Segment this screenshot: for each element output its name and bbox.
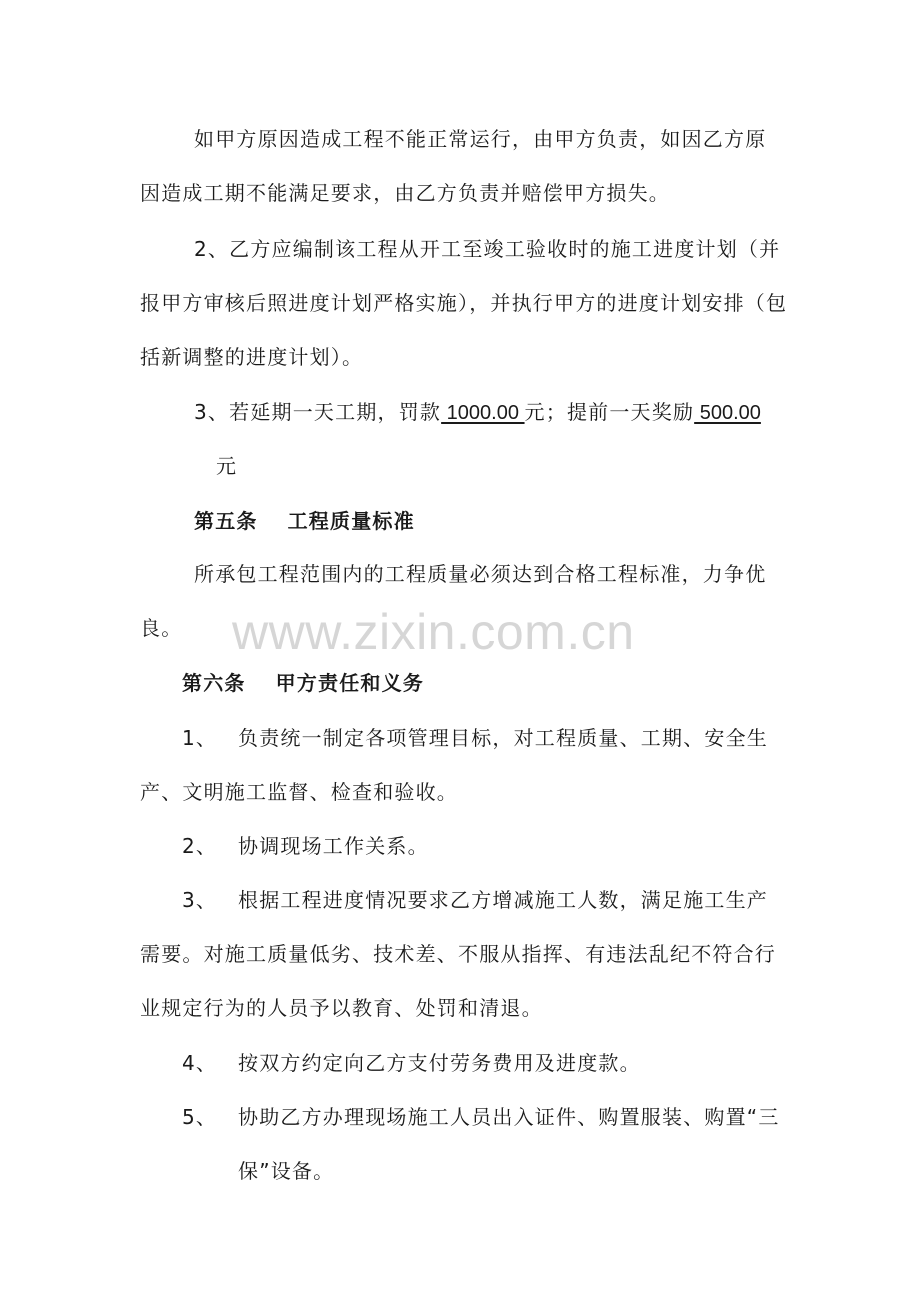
list-item-text: 保”设备。 [238,1159,335,1183]
list-item-text: 业规定行为的人员予以教育、处罚和清退。 [140,996,543,1020]
list-item-text: 需要。对施工质量低劣、技术差、不服从指挥、有违法乱纪不符合行 [140,942,776,966]
paragraph-line: 如甲方原因造成工程不能正常运行，由甲方负责，如因乙方原 [194,127,767,151]
paragraph-line: 因造成工期不能满足要求，由乙方负责并赔偿甲方损失。 [140,181,670,205]
watermark: www.zixin.com.cn [232,604,635,660]
section-heading-6 [182,671,424,695]
section-number: 第五条 [194,509,258,533]
paragraph-line: 括新调整的进度计划）。 [140,345,364,369]
list-item-number: 2、 [182,834,218,858]
paragraph-line: 2、乙方应编制该工程从开工至竣工验收时的施工进度计划（并 [194,237,781,261]
section-number: 第六条 [182,671,246,695]
section-title: 甲方责任和义务 [275,671,425,695]
reward-label: 元；提前一天奖励 [524,400,695,424]
section-title: 工程质量标准 [287,509,415,533]
paragraph-line: 良。 [140,616,183,640]
list-item-text: 根据工程进度情况要求乙方增减施工人数，满足施工生产 [238,888,768,912]
list-item-number: 1、 [182,726,218,750]
penalty-reward-line [194,400,761,425]
list-item-number: 4、 [182,1051,218,1075]
list-item-number: 5、 [182,1105,218,1129]
list-item-text: 负责统一制定各项管理目标，对工程质量、工期、安全生 [238,726,768,750]
reward-amount: 500.00 [694,402,761,424]
list-item-number: 3、 [182,888,218,912]
paragraph-line: 报甲方审核后照进度计划严格实施），并执行甲方的进度计划安排（包 [140,291,788,315]
list-item-text: 协调现场工作关系。 [238,834,429,858]
penalty-label: 3、若延期一天工期，罚款 [194,400,442,424]
list-item-text: 协助乙方办理现场施工人员出入证件、购置服装、购置“三 [238,1105,780,1129]
list-item-text: 产、文明施工监督、检查和验收。 [140,780,458,804]
penalty-amount: 1000.00 [441,402,525,424]
paragraph-line: 所承包工程范围内的工程质量必须达到合格工程标准，力争优 [194,562,767,586]
list-item-text: 按双方约定向乙方支付劳务费用及进度款。 [238,1051,641,1075]
section-heading-5 [194,509,415,533]
paragraph-line: 元 [216,454,238,478]
